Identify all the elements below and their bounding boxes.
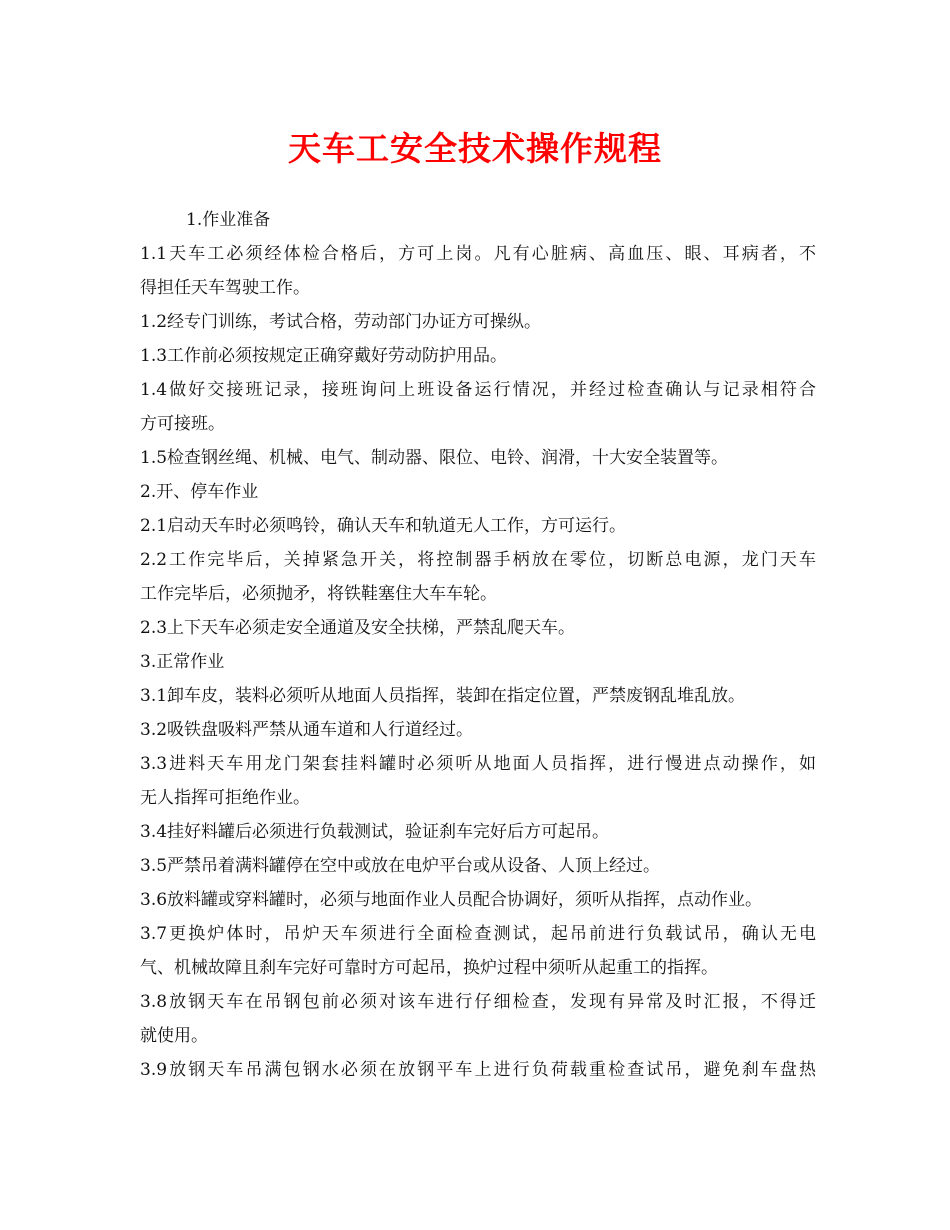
paragraph-line: 1.3工作前必须按规定正确穿戴好劳动防护用品。 (140, 346, 508, 366)
section-heading: 1.作业准备 (186, 210, 271, 230)
paragraph-line: 得担任天车驾驶工作。 (140, 278, 310, 298)
paragraph-line: 3.4挂好料罐后必须进行负载测试，验证刹车完好后方可起吊。 (140, 822, 610, 842)
paragraph-line: 1.2经专门训练，考试合格，劳动部门办证方可操纵。 (140, 312, 542, 332)
paragraph-line: 1.5检查钢丝绳、机械、电气、制动器、限位、电铃、润滑，十大安全装置等。 (140, 448, 729, 468)
section-heading: 3.正常作业 (140, 652, 225, 672)
paragraph-line: 3.1卸车皮，装料必须听从地面人员指挥，装卸在指定位置，严禁废钢乱堆乱放。 (140, 686, 746, 706)
document-title: 天车工安全技术操作规程 (288, 129, 662, 168)
paragraph-line: 工作完毕后，必须抛矛，将铁鞋塞住大车车轮。 (140, 584, 497, 604)
document-body (140, 203, 816, 1087)
paragraph-line: 1.1天车工必须经体检合格后，方可上岗。凡有心脏病、高血压、眼、耳病者，不 (140, 244, 816, 264)
paragraph-line: 2.1启动天车时必须鸣铃，确认天车和轨道无人工作，方可运行。 (140, 516, 627, 536)
paragraph-line: 1.4做好交接班记录，接班询问上班设备运行情况，并经过检查确认与记录相符合 (140, 380, 816, 400)
paragraph-line: 2.3上下天车必须走安全通道及安全扶梯，严禁乱爬天车。 (140, 618, 576, 638)
section-heading: 2.开、停车作业 (140, 482, 259, 502)
paragraph-line: 就使用。 (140, 1026, 208, 1046)
paragraph-line: 3.5严禁吊着满料罐停在空中或放在电炉平台或从设备、人顶上经过。 (140, 856, 661, 876)
paragraph-line: 3.8放钢天车在吊钢包前必须对该车进行仔细检查，发现有异常及时汇报，不得迁 (140, 992, 816, 1012)
paragraph-line: 无人指挥可拒绝作业。 (140, 788, 310, 808)
paragraph-line: 3.7更换炉体时，吊炉天车须进行全面检查测试，起吊前进行负载试吊，确认无电 (140, 924, 816, 944)
paragraph-line: 气、机械故障且刹车完好可靠时方可起吊，换炉过程中须听从起重工的指挥。 (140, 958, 718, 978)
paragraph-line: 3.9放钢天车吊满包钢水必须在放钢平车上进行负荷载重检查试吊，避免刹车盘热 (140, 1060, 816, 1080)
paragraph-line: 2.2工作完毕后，关掉紧急开关，将控制器手柄放在零位，切断总电源，龙门天车 (140, 550, 816, 570)
paragraph-line: 3.6放料罐或穿料罐时，必须与地面作业人员配合协调好，须听从指挥，点动作业。 (140, 890, 763, 910)
paragraph-line: 3.3进料天车用龙门架套挂料罐时必须听从地面人员指挥，进行慢进点动操作，如 (140, 754, 816, 774)
paragraph-line: 方可接班。 (140, 414, 225, 434)
paragraph-line: 3.2吸铁盘吸料严禁从通车道和人行道经过。 (140, 720, 474, 740)
